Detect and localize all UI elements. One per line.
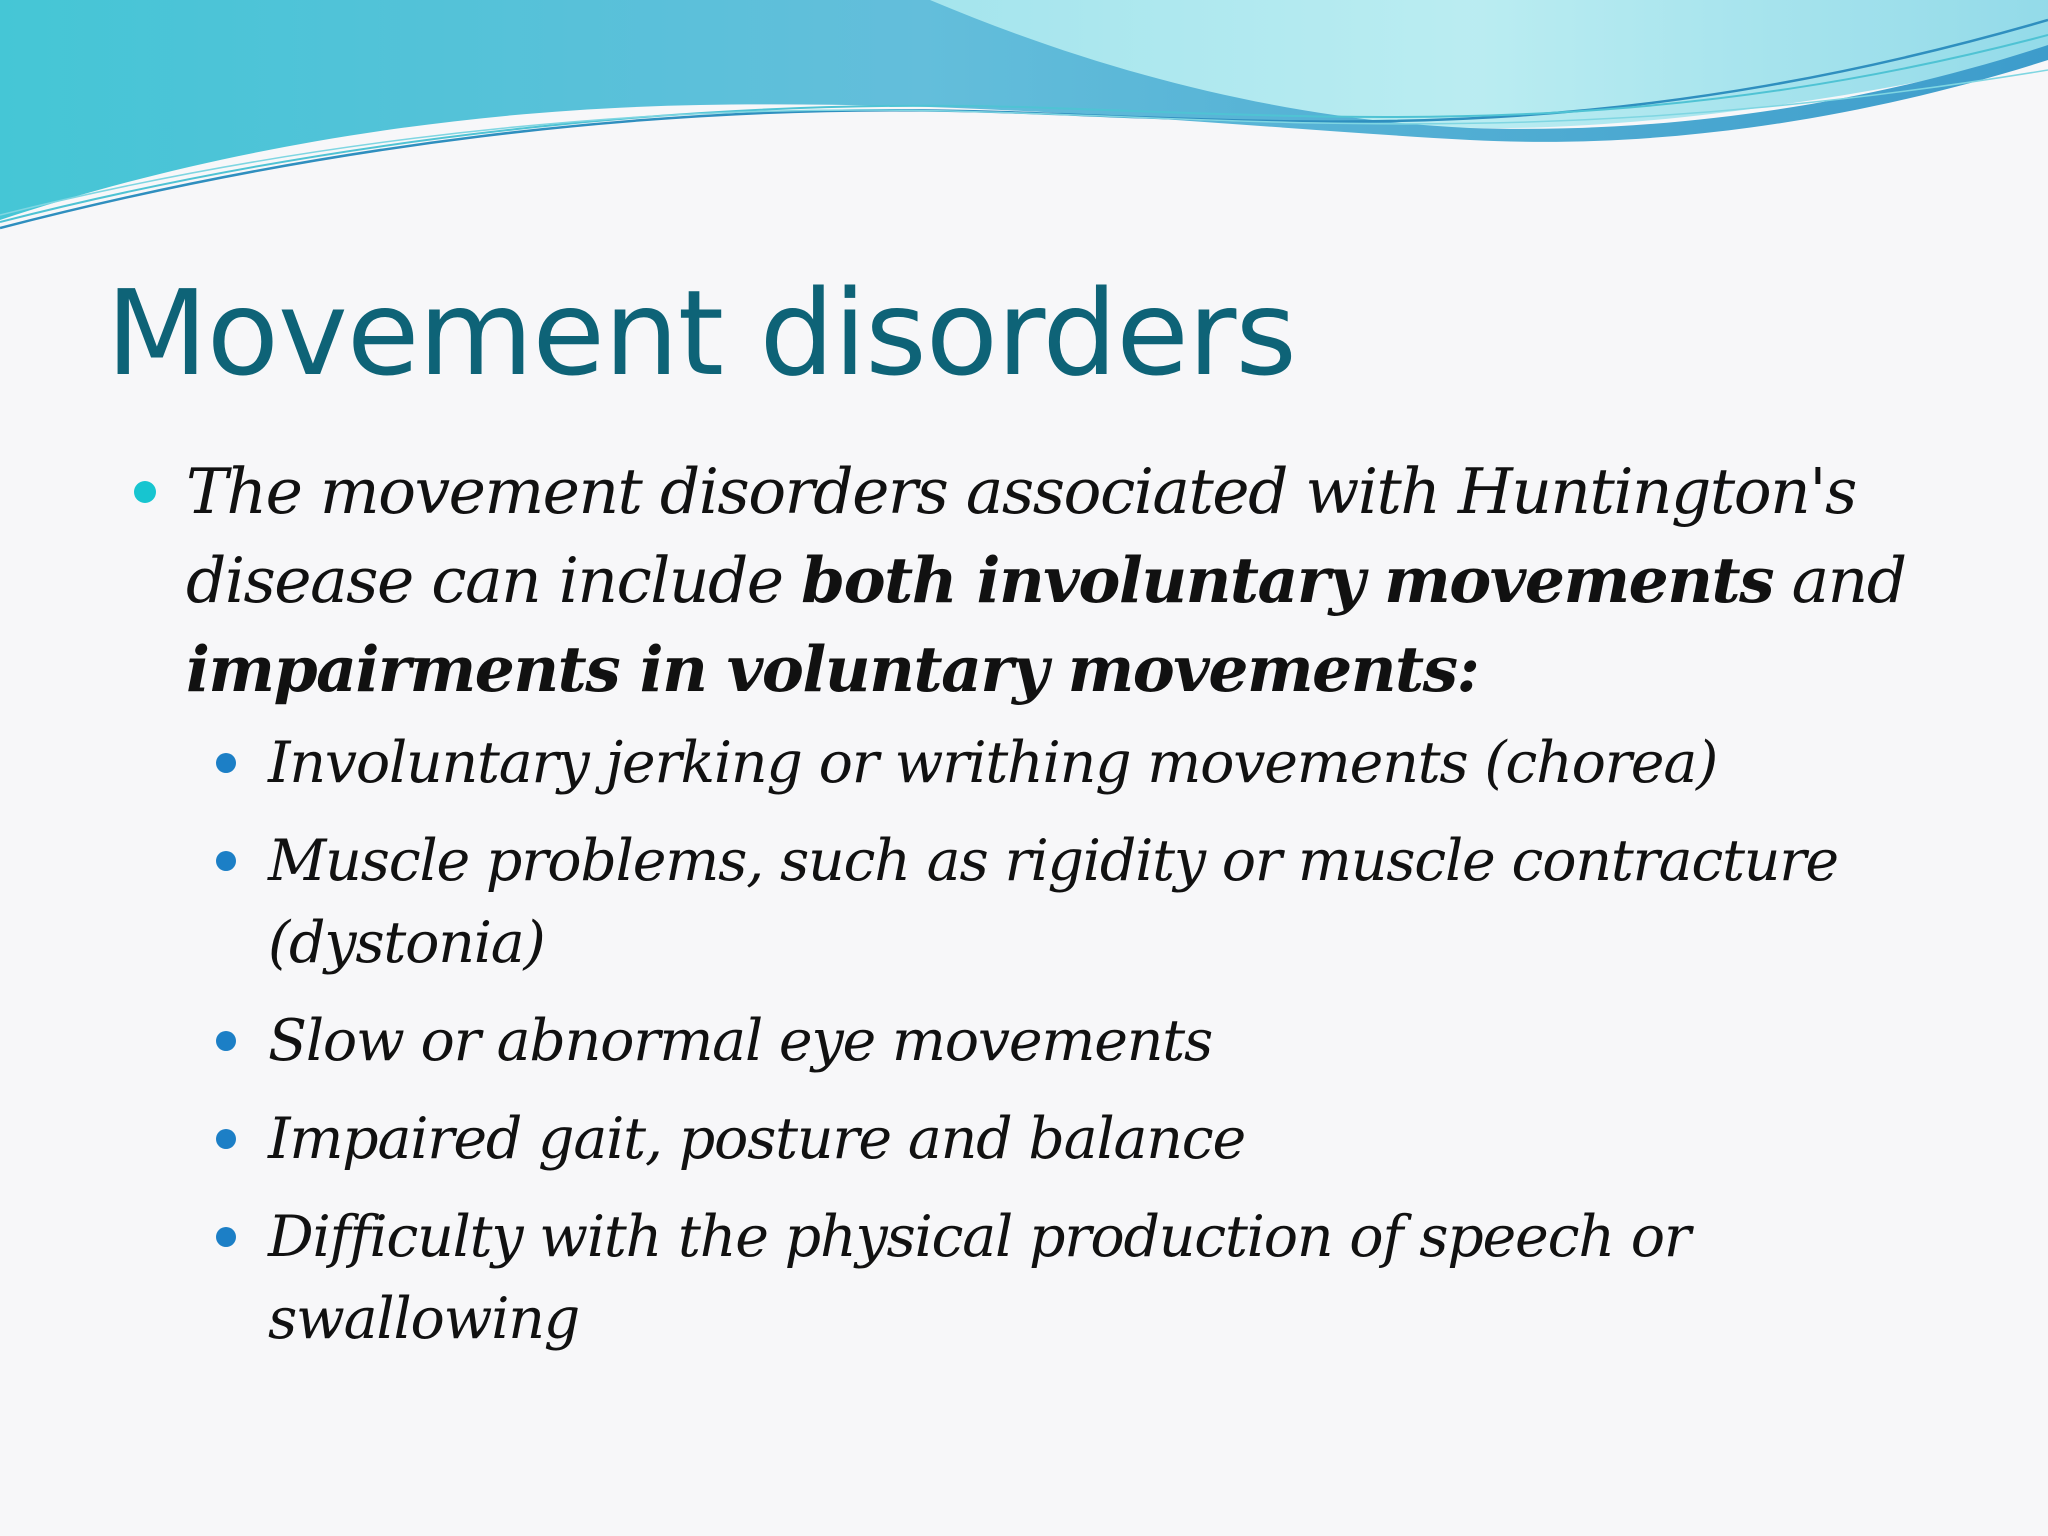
- sub-bullet-text: Difficulty with the physical production of speech or swallowing: [268, 1204, 1690, 1352]
- main-bullet-item: [186, 448, 1906, 714]
- sub-bullet-text: Impaired gait, posture and balance: [268, 1106, 1246, 1172]
- slide-body: [0, 448, 2048, 1376]
- bullet-icon: [216, 1129, 236, 1149]
- main-text-bold2: impairments in voluntary movements:: [186, 632, 1479, 706]
- slide-title: Movement disorders: [106, 264, 1296, 402]
- header-wave-decoration: [0, 0, 2048, 240]
- bullet-icon: [216, 1031, 236, 1051]
- sub-bullet-item: [268, 820, 1948, 984]
- main-text-bold1: both involuntary movements: [801, 543, 1774, 617]
- main-text-part1: The movement disorders associated with Huntington's disease can include: [186, 455, 1856, 617]
- sub-bullet-list: [0, 722, 2048, 1360]
- sub-bullet-text: Slow or abnormal eye movements: [268, 1008, 1213, 1074]
- sub-bullet-item: [268, 1000, 1948, 1082]
- sub-bullet-item: [268, 1098, 1948, 1180]
- sub-bullet-item: [268, 1196, 1948, 1360]
- bullet-icon: [216, 1227, 236, 1247]
- sub-bullet-item: [268, 722, 1948, 804]
- main-bullet-text: [186, 448, 1906, 714]
- bullet-icon: [216, 753, 236, 773]
- sub-bullet-text: Muscle problems, such as rigidity or muscle contracture (dystonia): [268, 828, 1838, 976]
- bullet-icon: [134, 481, 156, 503]
- bullet-icon: [216, 851, 236, 871]
- main-text-part2: and: [1773, 544, 1906, 617]
- sub-bullet-text: Involuntary jerking or writhing movements (chorea): [268, 730, 1718, 796]
